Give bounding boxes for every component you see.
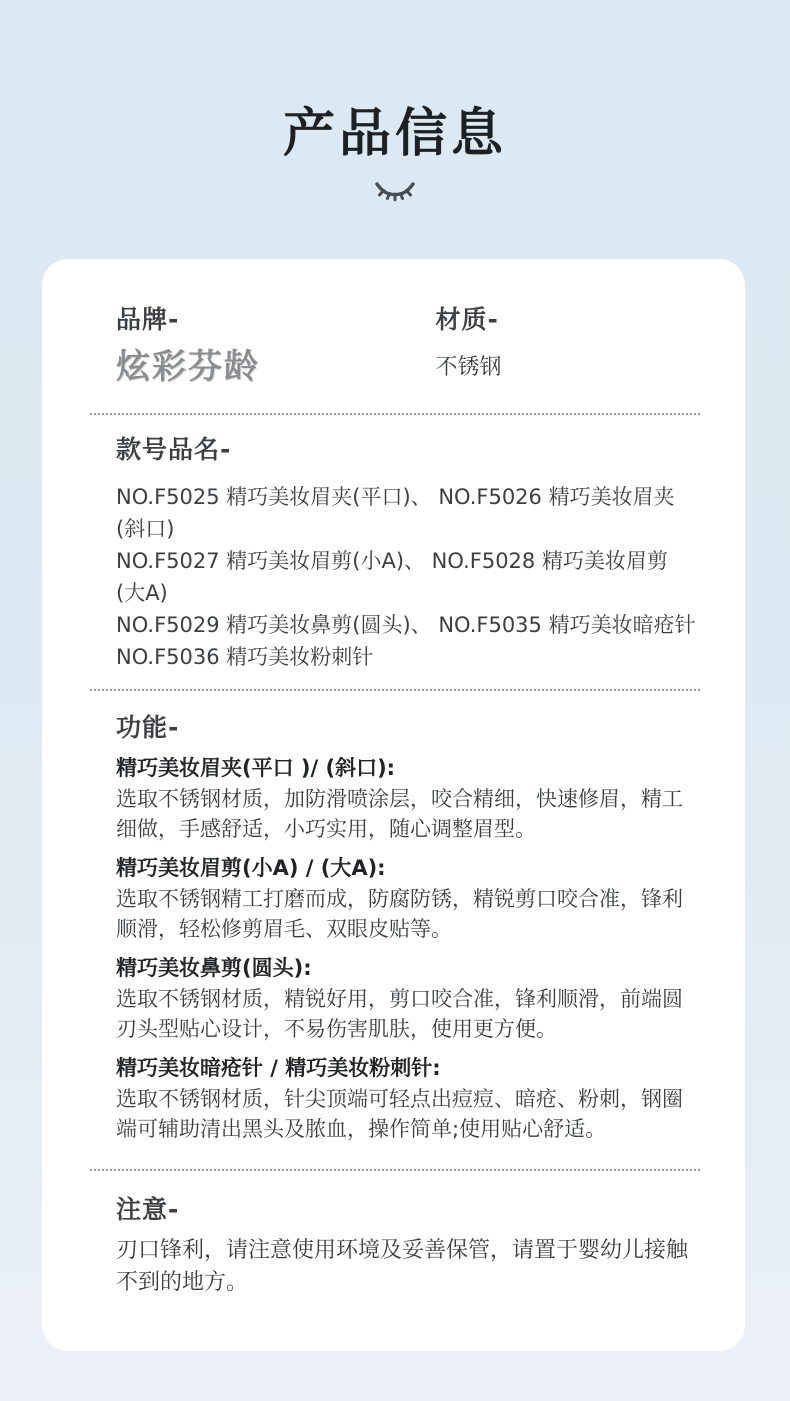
function-name: 精巧美妆暗疮针 / 精巧美妆粉刺针: (116, 1056, 441, 1080)
functions-label: 功能- (116, 713, 180, 742)
function-desc: 选取不锈钢材质，精锐好用，剪口咬合准，锋利顺滑，前端圆刃头型贴心设计，不易伤害肌肤，使用更方便。 (116, 987, 683, 1041)
functions-section (42, 691, 745, 1169)
function-item (116, 1055, 697, 1144)
functions-list (116, 755, 697, 1144)
material-value: 不锈钢 (435, 355, 502, 380)
function-desc: 选取不锈钢材质，加防滑喷涂层，咬合精细，快速修眉，精工细做，手感舒适，小巧实用，随心调整眉型。 (116, 787, 683, 841)
material-label: 材质- (435, 305, 499, 334)
model-line: NO.F5027 精巧美妆眉剪(小A)、 NO.F5028 精巧美妆眉剪(大A) (116, 549, 668, 605)
closed-eyelash-icon (0, 179, 790, 205)
brand-label: 品牌- (116, 305, 180, 334)
brand-material-row (42, 305, 745, 413)
function-name: 精巧美妆眉剪(小A) / (大A): (116, 856, 386, 880)
brand-block (116, 305, 436, 387)
models-label: 款号品名- (116, 435, 232, 464)
page-title: 产品信息 (282, 104, 507, 164)
product-info-card (42, 259, 745, 1351)
model-line: NO.F5025 精巧美妆眉夹(平口)、 NO.F5026 精巧美妆眉夹(斜口) (116, 485, 675, 541)
notice-text: 刃口锋利，请注意使用环境及妥善保管，请置于婴幼儿接触不到的地方。 (116, 1238, 689, 1295)
models-section (42, 415, 745, 689)
notice-section (42, 1171, 745, 1299)
notice-label: 注意- (116, 1195, 180, 1224)
function-item (116, 855, 697, 944)
brand-value: 炫彩芬龄 (116, 347, 260, 387)
models-list (116, 481, 697, 673)
function-name: 精巧美妆鼻剪(圆头): (116, 956, 312, 980)
hero-header (0, 103, 790, 205)
material-block (436, 305, 697, 387)
model-line: NO.F5029 精巧美妆鼻剪(圆头)、 NO.F5035 精巧美妆暗疮针 (116, 613, 696, 637)
function-item (116, 955, 697, 1044)
function-desc: 选取不锈钢材质，针尖顶端可轻点出痘痘、暗疮、粉刺，钢圈端可辅助清出黑头及脓血，操作简单;使用贴心舒适。 (116, 1087, 683, 1141)
function-name: 精巧美妆眉夹(平口 )/ (斜口): (116, 756, 396, 780)
function-desc: 选取不锈钢精工打磨而成，防腐防锈，精锐剪口咬合准，锋利顺滑，轻松修剪眉毛、双眼皮贴等。 (116, 887, 683, 941)
function-item (116, 755, 697, 844)
model-line: NO.F5036 精巧美妆粉刺针 (116, 645, 374, 669)
